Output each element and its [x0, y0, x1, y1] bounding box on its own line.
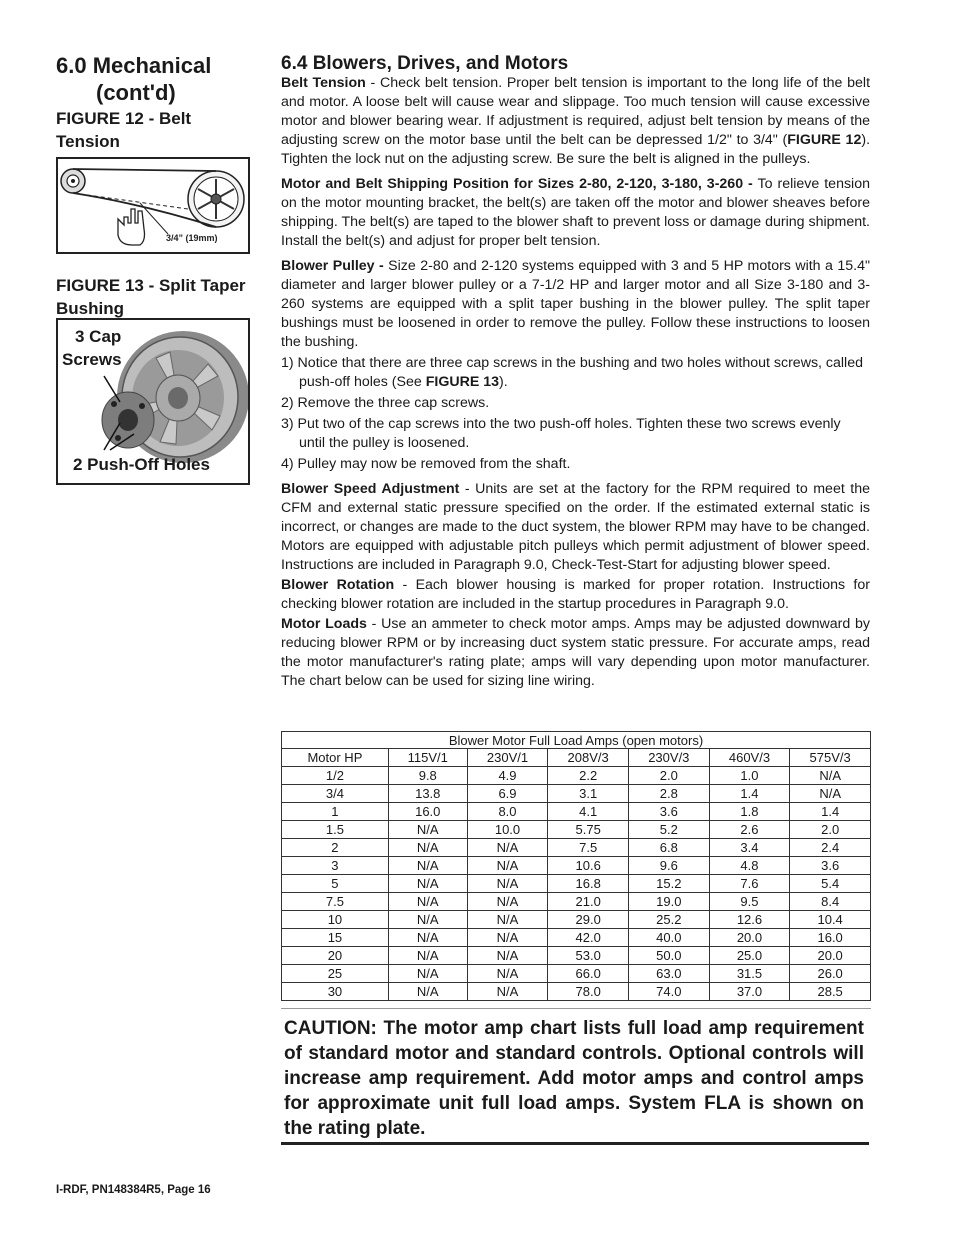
table-cell: 9.5: [709, 893, 790, 911]
shipping-heading: Motor and Belt Shipping Position for Sizes 2-80, 2-120, 3-180, 3-260 -: [281, 176, 753, 192]
table-cell: 2.4: [790, 839, 871, 857]
table-cell: 78.0: [548, 983, 629, 1001]
table-cell: N/A: [467, 983, 548, 1001]
blower-speed-heading: Blower Speed Adjustment: [281, 481, 460, 497]
table-row: [282, 821, 871, 839]
page-footer: I-RDF, PN148384R5, Page 16: [56, 1184, 211, 1196]
figure-13-caption: FIGURE 13 - Split Taper Bushing: [56, 276, 246, 318]
table-row: [282, 857, 871, 875]
table-cell: 30: [282, 983, 389, 1001]
motor-loads-heading: Motor Loads: [281, 616, 367, 632]
table-row: [282, 785, 871, 803]
table-cell: 20: [282, 947, 389, 965]
table-cell: 29.0: [548, 911, 629, 929]
table-cell: 26.0: [790, 965, 871, 983]
table-cell: N/A: [467, 911, 548, 929]
cap-screws-label-line1: 3 Cap: [75, 327, 122, 346]
caution-top-rule: [281, 1008, 871, 1009]
table-cell: 28.5: [790, 983, 871, 1001]
belt-tension-text-end: ). Tighten the lock nut on the adjusting screw. Be sure the belt is aligned in the pulleys.: [281, 132, 871, 167]
motor-loads-text: - Use an ammeter to check motor amps. Amps may be adjusted downward by reducing blower RPM or by increasing duct system static pressure. For accurate amps, read the motor manufacturer's rating plate; amps will vary depending upon motor manufacturer. The chart below can be used for sizing line wiring.: [281, 616, 871, 689]
table-cell: 74.0: [628, 983, 709, 1001]
table-cell: 1.8: [709, 803, 790, 821]
table-cell: N/A: [467, 893, 548, 911]
bushing-step-1-text: 1) Notice that there are three cap screws in the bushing and two holes without screws, called push-off holes (See: [281, 355, 863, 390]
table-cell: N/A: [790, 767, 871, 785]
table-cell: N/A: [790, 785, 871, 803]
bushing-steps-list: [281, 354, 870, 474]
table-cell: 15: [282, 929, 389, 947]
caution-note: CAUTION: The motor amp chart lists full load amp requirement of standard motor and standard controls. Optional controls will increase amp requirement. Add motor amps and control amps for approximate unit full load amps. System FLA is shown on the rating plate.: [284, 1018, 864, 1139]
table-cell: 5.75: [548, 821, 629, 839]
column-header: 208V/3: [548, 749, 629, 767]
table-cell: 4.9: [467, 767, 548, 785]
table-cell: N/A: [467, 929, 548, 947]
table-caption: Blower Motor Full Load Amps (open motors): [282, 732, 871, 749]
table-cell: N/A: [388, 983, 467, 1001]
table-cell: 7.5: [282, 893, 389, 911]
table-cell: 4.1: [548, 803, 629, 821]
motor-amps-table: [281, 731, 871, 1001]
section-title: [56, 52, 211, 106]
table-cell: 3.6: [628, 803, 709, 821]
table-cell: 63.0: [628, 965, 709, 983]
table-cell: 2.0: [790, 821, 871, 839]
table-cell: N/A: [467, 965, 548, 983]
blower-rotation-paragraph: [281, 576, 870, 614]
table-cell: 31.5: [709, 965, 790, 983]
table-cell: 9.6: [628, 857, 709, 875]
figure-13-reference: FIGURE 13: [425, 374, 500, 390]
subsection-title: 6.4 Blowers, Drives, and Motors: [281, 53, 569, 74]
table-cell: 20.0: [790, 947, 871, 965]
section-title-line2: (cont'd): [96, 80, 176, 105]
table-cell: 1.5: [282, 821, 389, 839]
belt-tension-illustration: [58, 159, 248, 252]
table-cell: 50.0: [628, 947, 709, 965]
cap-screws-label-line2: Screws: [62, 350, 122, 369]
table-cell: 3/4: [282, 785, 389, 803]
blower-pulley-heading: Blower Pulley -: [281, 258, 384, 274]
column-header: 230V/1: [467, 749, 548, 767]
table-row: [282, 875, 871, 893]
table-cell: 7.6: [709, 875, 790, 893]
push-off-holes-label: 2 Push-Off Holes: [73, 455, 210, 474]
bushing-step-1-end: ).: [499, 374, 508, 390]
table-cell: 25: [282, 965, 389, 983]
figure-12-belt-tension: [56, 157, 250, 254]
table-cell: N/A: [388, 911, 467, 929]
table-cell: 16.0: [388, 803, 467, 821]
table-cell: 13.8: [388, 785, 467, 803]
table-cell: 3: [282, 857, 389, 875]
column-header: 230V/3: [628, 749, 709, 767]
table-cell: 10.6: [548, 857, 629, 875]
table-cell: 3.4: [709, 839, 790, 857]
table-cell: 5: [282, 875, 389, 893]
table-cell: N/A: [388, 929, 467, 947]
blower-rotation-heading: Blower Rotation: [281, 577, 395, 593]
table-cell: 7.5: [548, 839, 629, 857]
table-cell: N/A: [388, 947, 467, 965]
figure-13-split-taper-bushing: [56, 318, 250, 485]
table-cell: N/A: [388, 821, 467, 839]
table-row: [282, 983, 871, 1001]
table-cell: 66.0: [548, 965, 629, 983]
table-row: [282, 767, 871, 785]
section-title-line1: 6.0 Mechanical: [56, 53, 212, 78]
table-cell: 25.0: [709, 947, 790, 965]
table-cell: 2.8: [628, 785, 709, 803]
blower-speed-paragraph: [281, 480, 870, 575]
column-header: Motor HP: [282, 749, 389, 767]
motor-loads-paragraph: [281, 615, 870, 691]
table-row: [282, 839, 871, 857]
table-cell: N/A: [388, 875, 467, 893]
table-row: [282, 803, 871, 821]
table-cell: 8.4: [790, 893, 871, 911]
table-cell: 5.2: [628, 821, 709, 839]
table-header-row: [282, 749, 871, 767]
table-cell: 16.8: [548, 875, 629, 893]
table-cell: 19.0: [628, 893, 709, 911]
table-cell: N/A: [467, 875, 548, 893]
table-cell: 1/2: [282, 767, 389, 785]
table-cell: 20.0: [709, 929, 790, 947]
table-cell: 16.0: [790, 929, 871, 947]
table-cell: 4.8: [709, 857, 790, 875]
table-cell: 42.0: [548, 929, 629, 947]
table-cell: 53.0: [548, 947, 629, 965]
table-cell: N/A: [467, 947, 548, 965]
belt-deflection-label: 3/4” (19mm): [166, 233, 218, 243]
table-cell: 1.0: [709, 767, 790, 785]
bushing-step-1: [281, 354, 870, 392]
table-row: [282, 929, 871, 947]
table-cell: 8.0: [467, 803, 548, 821]
table-cell: 6.8: [628, 839, 709, 857]
blower-rotation-text: - Each blower housing is marked for proper rotation. Instructions for checking blower rotation are included in the startup procedures in Paragraph 9.0.: [281, 577, 870, 612]
blower-pulley-text: Size 2-80 and 2-120 systems equipped with 3 and 5 HP motors with a 15.4" diameter and larger blower pulley or a 7-1/2 HP and larger motor and all Size 3-180 and 3-260 systems are equipped with a split taper bushing in the blower pulley. The split taper bushings must be loosened in order to remove the pulley. Follow these instructions to loosen the bushing.: [281, 258, 870, 350]
table-cell: 2.0: [628, 767, 709, 785]
figure-12-reference: FIGURE 12: [787, 132, 862, 148]
table-cell: 1.4: [790, 803, 871, 821]
table-cell: N/A: [388, 839, 467, 857]
table-cell: 2.2: [548, 767, 629, 785]
column-header: 575V/3: [790, 749, 871, 767]
table-cell: 2: [282, 839, 389, 857]
table-row: [282, 893, 871, 911]
table-cell: N/A: [388, 857, 467, 875]
table-body: [282, 767, 871, 1001]
blower-pulley-paragraph: [281, 257, 870, 352]
table-cell: 3.1: [548, 785, 629, 803]
table-cell: 10.4: [790, 911, 871, 929]
figure-12-caption: FIGURE 12 - Belt Tension: [56, 109, 192, 151]
table-cell: 15.2: [628, 875, 709, 893]
blower-speed-text: - Units are set at the factory for the RPM required to meet the CFM and external static pressure specified on the order. If the estimated external static is incorrect, or changes are made to the duct system, the blower RPM may have to be changed. Motors are equipped with adjustable pitch pulleys which permit adjustment of blower speed. Instructions are included in Paragraph 9.0, Check-Test-Start for adjusting blower speed.: [281, 481, 871, 573]
table-cell: 40.0: [628, 929, 709, 947]
caution-bottom-rule: [281, 1142, 869, 1145]
belt-tension-text: - Check belt tension. Proper belt tension is important to the long life of the belt and motor. A loose belt will cause wear and slippage. Too much tension will cause excessive motor and blower bearing wear. If adjustment is required, adjust belt tension by means of the adjusting screw on the motor base until the belt can be depressed 1/2" to 3/4" (: [281, 75, 871, 148]
table-cell: N/A: [467, 839, 548, 857]
table-cell: 6.9: [467, 785, 548, 803]
table-row: [282, 947, 871, 965]
table-cell: 10: [282, 911, 389, 929]
table-cell: 2.6: [709, 821, 790, 839]
bushing-step-2: 2) Remove the three cap screws.: [281, 395, 490, 411]
table-cell: N/A: [388, 965, 467, 983]
table-cell: 12.6: [709, 911, 790, 929]
belt-tension-heading: Belt Tension: [281, 75, 366, 91]
table-row: [282, 965, 871, 983]
table-cell: 25.2: [628, 911, 709, 929]
column-header: 115V/1: [388, 749, 467, 767]
table-cell: 3.6: [790, 857, 871, 875]
table-cell: 10.0: [467, 821, 548, 839]
table-cell: 1.4: [709, 785, 790, 803]
shipping-paragraph: [281, 175, 870, 251]
table-cell: N/A: [467, 857, 548, 875]
table-row: [282, 911, 871, 929]
column-header: 460V/3: [709, 749, 790, 767]
bushing-step-4: 4) Pulley may now be removed from the shaft.: [281, 456, 571, 472]
table-cell: 9.8: [388, 767, 467, 785]
table-cell: 5.4: [790, 875, 871, 893]
table-cell: N/A: [388, 893, 467, 911]
bushing-step-3: 3) Put two of the cap screws into the two push-off holes. Tighten these two screws evenly until the pulley is loosened.: [281, 416, 841, 451]
shipping-text: To relieve tension on the motor mounting bracket, the belt(s) are taken off the motor and blower sheaves before shipping. The belt(s) are taped to the blower shaft to prevent loss or damage during shipment. Install the belt(s) and adjust for proper belt tension.: [281, 176, 870, 249]
table-cell: 21.0: [548, 893, 629, 911]
belt-tension-paragraph: [281, 74, 870, 169]
table-cell: 1: [282, 803, 389, 821]
main-text-column: [281, 74, 870, 697]
table-cell: 37.0: [709, 983, 790, 1001]
